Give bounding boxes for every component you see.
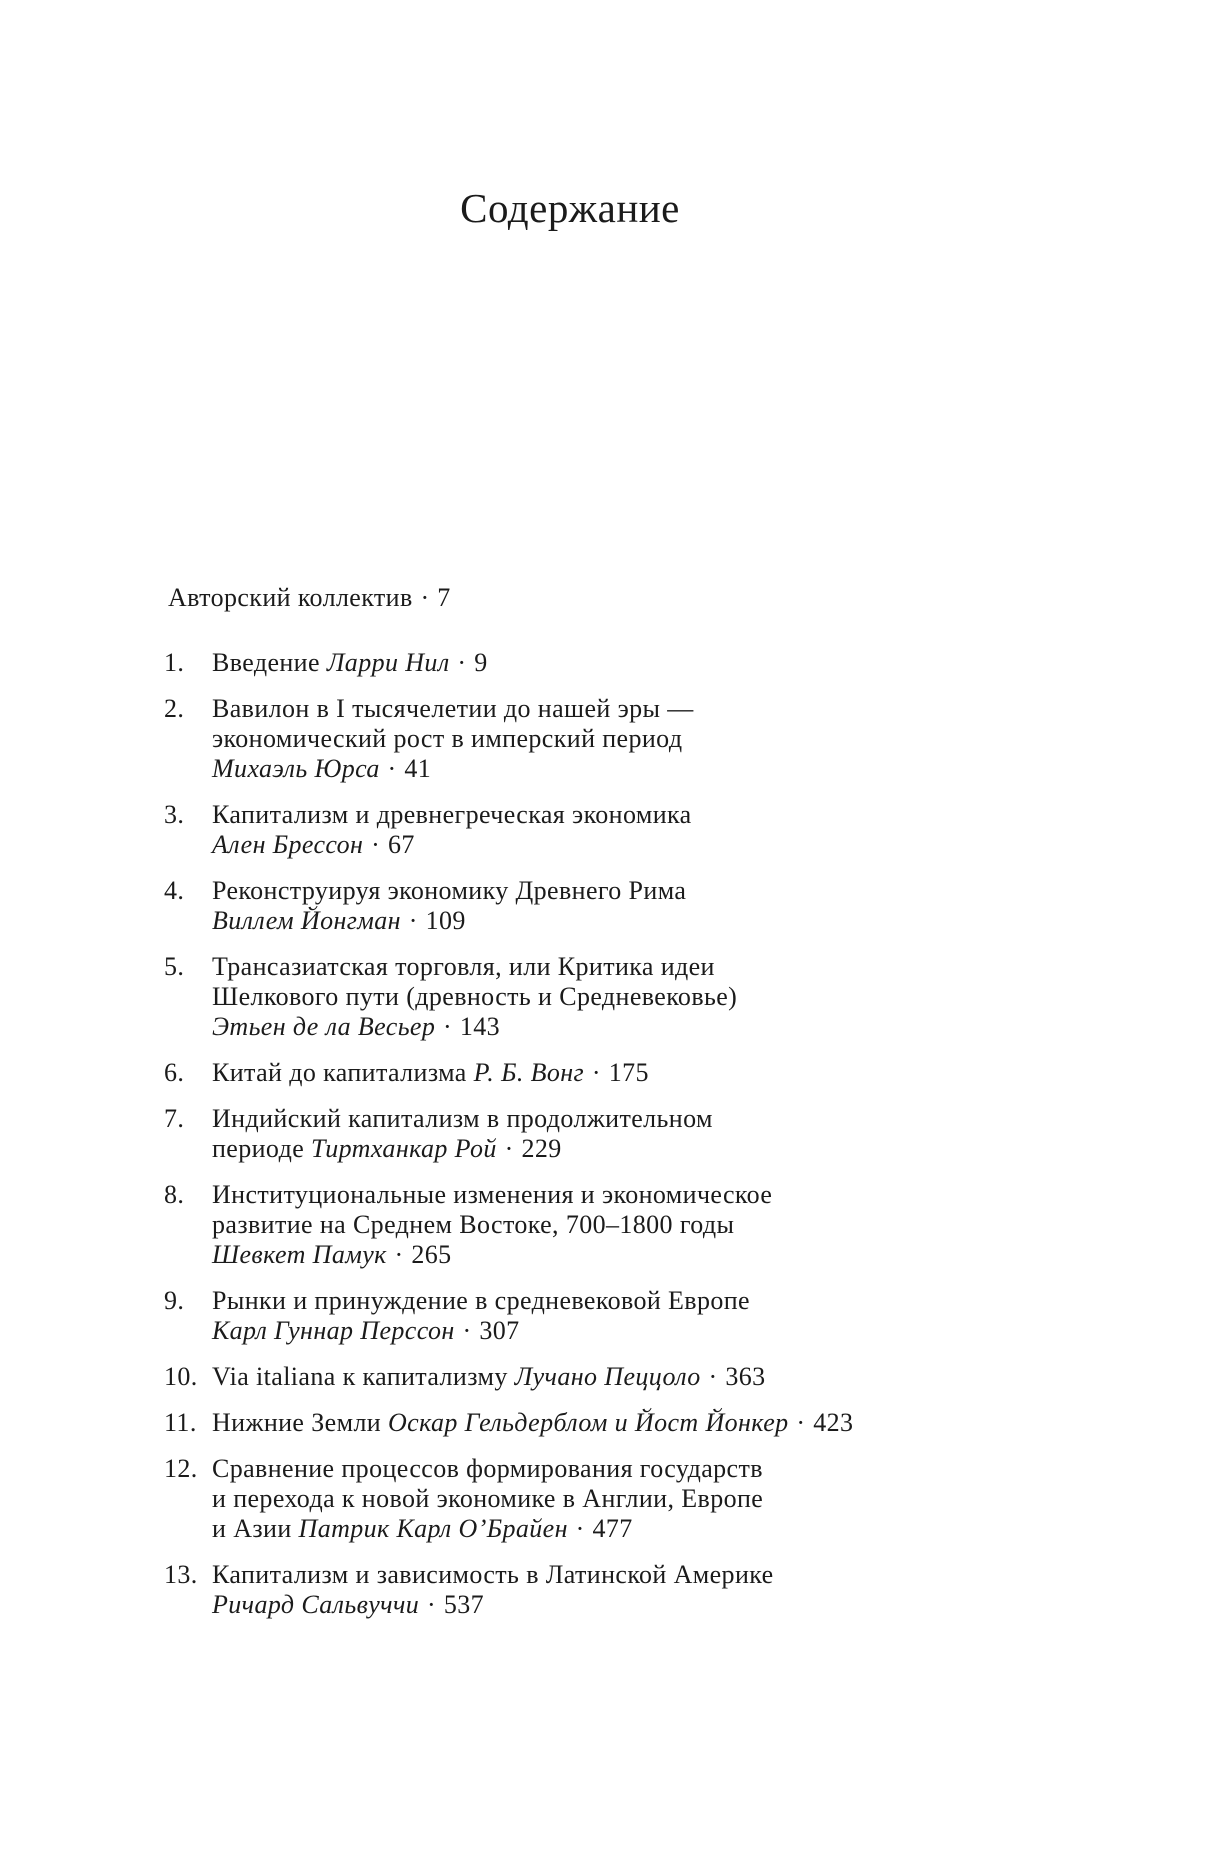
entry-title-text: Шелкового пути (древность и Средневековье)	[212, 982, 738, 1012]
entry-title-text: Китай до капитализма	[212, 1058, 474, 1088]
entry-number: 6.	[164, 1058, 185, 1088]
authors-line-label: Авторский коллектив	[168, 583, 413, 613]
entry-number: 13.	[164, 1560, 198, 1590]
entry-author: Лучано Пеццоло	[514, 1362, 701, 1392]
separator-dot: ·	[504, 1134, 514, 1164]
entry-page-number: 229	[521, 1134, 562, 1164]
entry-text	[212, 648, 964, 678]
entry-text	[212, 1286, 964, 1346]
entry-page-number: 423	[813, 1408, 854, 1438]
separator-dot: ·	[462, 1316, 472, 1346]
entry-author: Ален Брессон	[212, 830, 364, 860]
entry-author: Ларри Нил	[326, 648, 450, 678]
entry-title-text: Капитализм и зависимость в Латинской Америке	[212, 1560, 774, 1590]
toc-list	[164, 648, 964, 1620]
separator-dot: ·	[796, 1408, 806, 1438]
toc-entry	[164, 800, 964, 860]
entry-text	[212, 1104, 964, 1164]
toc-entry	[164, 1408, 964, 1438]
entry-title-text: Индийский капитализм в продолжительном	[212, 1104, 713, 1134]
entry-text	[212, 1362, 964, 1392]
entry-page-number: 175	[608, 1058, 649, 1088]
entry-number: 12.	[164, 1454, 198, 1484]
separator-dot: ·	[387, 754, 397, 784]
entry-title-text: Нижние Земли	[212, 1408, 388, 1438]
entry-page-number: 9	[474, 648, 488, 678]
entry-number: 9.	[164, 1286, 185, 1316]
entry-number: 10.	[164, 1362, 198, 1392]
entry-author: Ричард Сальвуччи	[212, 1590, 420, 1620]
toc-entry	[164, 1104, 964, 1164]
entry-author: Патрик Карл О’Брайен	[298, 1514, 568, 1544]
separator-dot: ·	[457, 648, 467, 678]
entry-page-number: 41	[404, 754, 432, 784]
entry-title-text: Введение	[212, 648, 327, 678]
entry-author: Тиртханкар Рой	[311, 1134, 497, 1164]
entry-author: Виллем Йонгман	[212, 906, 401, 936]
toc-entry	[164, 876, 964, 936]
entry-number: 3.	[164, 800, 185, 830]
entry-page-number: 307	[479, 1316, 520, 1346]
entry-number: 4.	[164, 876, 185, 906]
entry-author: Карл Гуннар Перссон	[212, 1316, 455, 1346]
entry-number: 1.	[164, 648, 185, 678]
separator-dot: ·	[420, 583, 430, 613]
entry-title-text: развитие на Среднем Востоке, 700–1800 годы	[212, 1210, 735, 1240]
entry-title-text: и перехода к новой экономике в Англии, Европе	[212, 1484, 764, 1514]
entry-title-text: Рынки и принуждение в средневековой Европе	[212, 1286, 750, 1316]
toc-entry	[164, 952, 964, 1042]
entry-author: Михаэль Юрса	[212, 754, 380, 784]
entry-number: 7.	[164, 1104, 185, 1134]
separator-dot: ·	[575, 1514, 585, 1544]
authors-line	[168, 583, 1206, 613]
entry-page-number: 67	[388, 830, 415, 860]
separator-dot: ·	[426, 1590, 437, 1620]
entry-title-text: периоде	[212, 1134, 312, 1164]
entry-title-text: Институциональные изменения и экономическое	[212, 1180, 773, 1210]
separator-dot: ·	[443, 1012, 453, 1042]
entry-text	[212, 1454, 964, 1544]
entry-number: 8.	[164, 1180, 185, 1210]
entry-page-number: 537	[443, 1590, 484, 1620]
entry-author: Оскар Гельдерблом и Йост Йонкер	[388, 1408, 789, 1438]
entry-page-number: 143	[459, 1012, 501, 1042]
toc-entry	[164, 1362, 964, 1392]
toc-entry	[164, 1286, 964, 1346]
toc-entry	[164, 694, 964, 784]
separator-dot: ·	[371, 830, 381, 860]
entry-text	[212, 1560, 964, 1620]
entry-page-number: 477	[592, 1514, 633, 1544]
entry-title-text: Капитализм и древнегреческая экономика	[212, 800, 692, 830]
separator-dot: ·	[708, 1362, 718, 1392]
separator-dot: ·	[408, 906, 418, 936]
entry-title-text: Реконструируя экономику Древнего Рима	[212, 876, 687, 906]
toc-entry	[164, 1560, 964, 1620]
entry-title-text: Вавилон в I тысячелетии до нашей эры —	[212, 694, 694, 724]
entry-title-text: Via italiana к капитализму	[212, 1362, 515, 1392]
authors-line-page-number: 7	[437, 583, 451, 613]
entry-page-number: 363	[725, 1362, 766, 1392]
entry-text	[212, 876, 964, 936]
entry-author: Этьен де ла Весьер	[212, 1012, 436, 1042]
entry-text	[212, 1180, 964, 1270]
entry-text	[212, 800, 964, 860]
entry-title-text: Трансазиатская торговля, или Критика идеи	[212, 952, 715, 982]
toc-entry	[164, 1058, 964, 1088]
toc-entry	[164, 648, 964, 678]
entry-text	[212, 952, 964, 1042]
entry-number: 5.	[164, 952, 185, 982]
entry-title-text: и Азии	[212, 1514, 299, 1544]
entry-page-number: 109	[425, 906, 466, 936]
entry-text	[212, 1408, 964, 1438]
entry-author: Шевкет Памук	[212, 1240, 387, 1270]
entry-title-text: экономический рост в имперский период	[212, 724, 683, 754]
entry-title-text: Сравнение процессов формирования государств	[212, 1454, 763, 1484]
entry-author: Р. Б. Вонг	[473, 1058, 585, 1088]
entry-number: 11.	[164, 1408, 197, 1438]
page-title: Содержание	[460, 185, 680, 231]
toc-entry	[164, 1180, 964, 1270]
entry-number: 2.	[164, 694, 185, 724]
separator-dot: ·	[394, 1240, 404, 1270]
entry-page-number: 265	[411, 1240, 452, 1270]
entry-text	[212, 1058, 964, 1088]
toc-entry	[164, 1454, 964, 1544]
entry-text	[212, 694, 964, 784]
separator-dot: ·	[591, 1058, 601, 1088]
